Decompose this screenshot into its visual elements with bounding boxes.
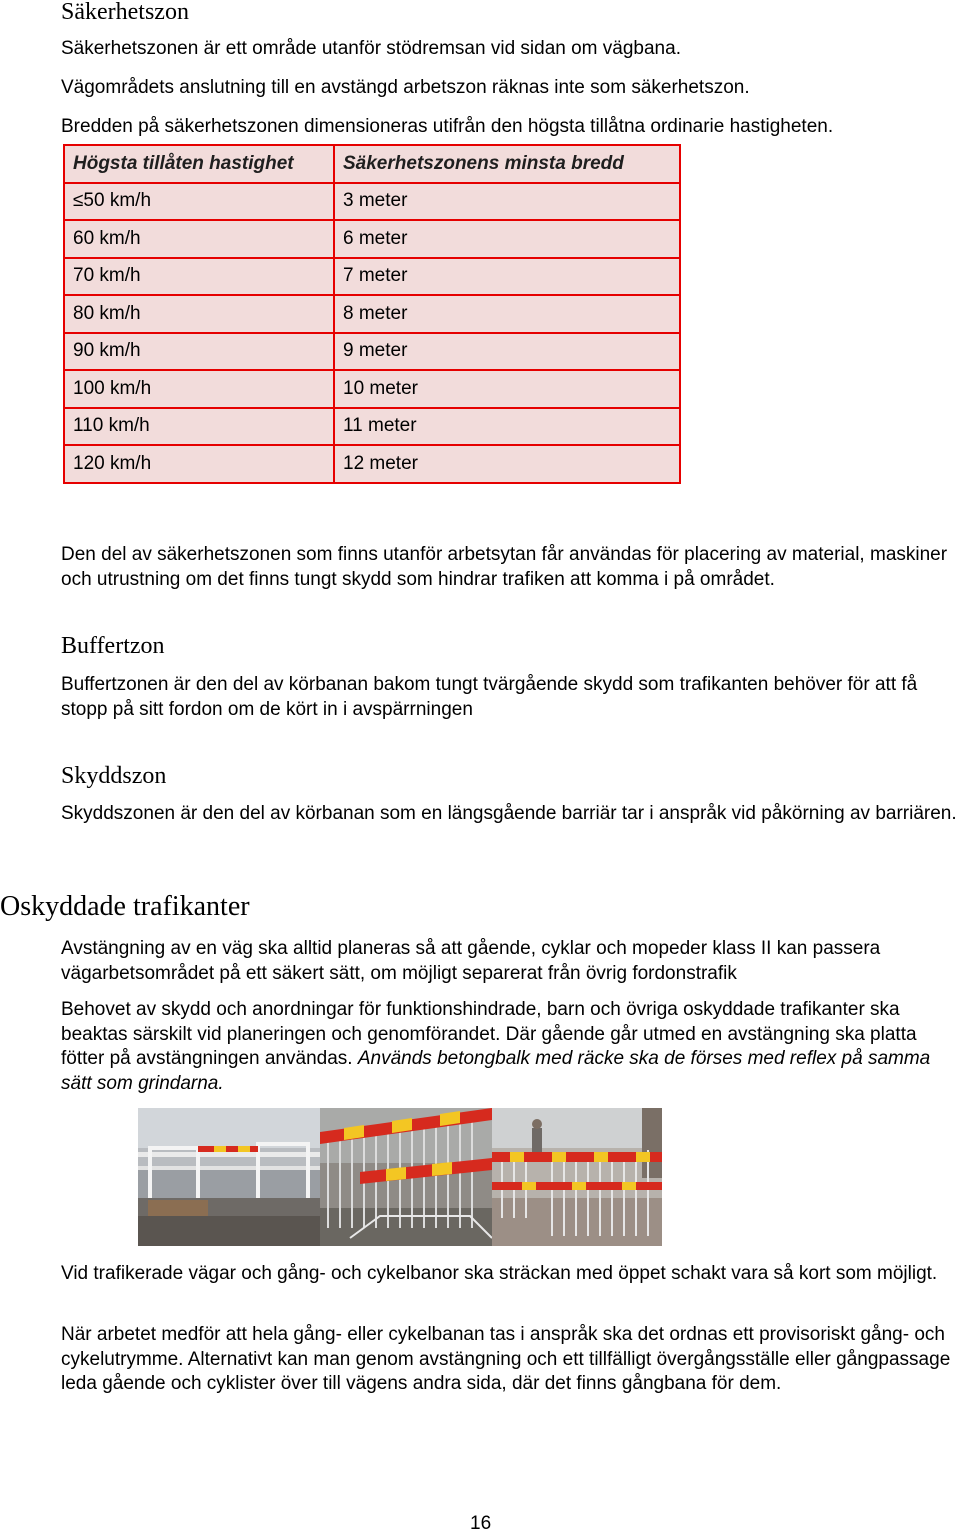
barrier-photo-image (138, 1108, 320, 1246)
barrier-photo-street (492, 1108, 662, 1246)
barrier-photo-concrete (138, 1108, 320, 1246)
heading-buffertzon: Buffertzon (61, 633, 165, 659)
heading-sakerhetszon: Säkerhetszon (61, 0, 189, 25)
table-cell: 9 meter (334, 333, 680, 371)
table-row (64, 333, 680, 371)
table-cell: 120 km/h (64, 445, 334, 483)
page-number: 16 (470, 1513, 492, 1534)
paragraph-text: Behovet av skydd och anordningar för funktionshindrade, barn och övriga oskyddade trafikanter ska beaktas särskilt vid planeringen och genomförandet. Där gående går utmed en avstängning ska platta fötter på avstängningen användas. (61, 999, 917, 1069)
text-line: Säkerhetszonen är ett område utanför stödremsan vid sidan om vägbana. (61, 38, 681, 59)
paragraph: Skyddszonen är den del av körbanan som en längsgående barriär tar i anspråk vid påkörning av barriären. (61, 803, 957, 824)
table-cell: 7 meter (334, 258, 680, 296)
barrier-photo-grind (320, 1108, 492, 1246)
table-cell: ≤50 km/h (64, 183, 334, 221)
table-cell: 10 meter (334, 370, 680, 408)
table-row (64, 258, 680, 296)
text-line: Vägområdets anslutning till en avstängd arbetszon räknas inte som säkerhetszon. (61, 77, 750, 98)
table-cell: 60 km/h (64, 220, 334, 258)
paragraph (61, 998, 960, 1096)
table-header-cell: Högsta tillåten hastighet (64, 145, 334, 183)
heading-skyddszon: Skyddszon (61, 763, 167, 789)
paragraph: Vid trafikerade vägar och gång- och cykelbanor ska sträckan med öppet schakt vara så kort som möjligt. (61, 1263, 938, 1284)
table-row (64, 295, 680, 333)
table-header-cell: Säkerhetszonens minsta bredd (334, 145, 680, 183)
table-cell: 100 km/h (64, 370, 334, 408)
table-cell: 70 km/h (64, 258, 334, 296)
barrier-photo-image (320, 1108, 492, 1246)
table-cell: 80 km/h (64, 295, 334, 333)
table-header-row (64, 145, 680, 183)
table-cell: 6 meter (334, 220, 680, 258)
table-row (64, 408, 680, 446)
paragraph: Buffertzonen är den del av körbanan bakom tungt tvärgående skydd som trafikanten behöver för att få stopp på sitt fordon om de kört in i avspärrningen (61, 674, 918, 720)
barrier-photo-image (492, 1108, 662, 1246)
table-row (64, 445, 680, 483)
paragraph: Den del av säkerhetszonen som finns utanför arbetsytan får användas för placering av material, maskiner och utrustning om det finns tungt skydd som hindrar trafiken att komma i på området. (61, 544, 948, 590)
heading-oskyddade-trafikanter: Oskyddade trafikanter (0, 891, 250, 922)
table-row (64, 370, 680, 408)
table-cell: 3 meter (334, 183, 680, 221)
table-row (64, 220, 680, 258)
text-line: Bredden på säkerhetszonen dimensioneras utifrån den högsta tillåtna ordinarie hastigheten. (61, 116, 834, 137)
table-cell: 11 meter (334, 408, 680, 446)
table-cell: 8 meter (334, 295, 680, 333)
table-cell: 90 km/h (64, 333, 334, 371)
paragraph-italic-text: Används betongbalk med räcke ska de förses med reflex på samma sätt som grindarna. (61, 1048, 931, 1094)
table-row (64, 183, 680, 221)
speed-width-table (63, 144, 681, 484)
table-cell: 12 meter (334, 445, 680, 483)
paragraph: När arbetet medför att hela gång- eller cykelbanan tas i anspråk ska det ordnas ett provisoriskt gång- och cykelutrymme. Alternativt kan man genom avstängning och ett tillfälligt övergångsställe eller gångpassage leda gående och cyklister över till vägens andra sida, där det finns gångbana för dem. (61, 1324, 951, 1394)
paragraph: Avstängning av en väg ska alltid planeras så att gående, cyklar och mopeder klass II kan passera vägarbetsområdet på ett säkert sätt, om möjligt separerat från övrig fordonstrafik (61, 938, 881, 984)
table-cell: 110 km/h (64, 408, 334, 446)
